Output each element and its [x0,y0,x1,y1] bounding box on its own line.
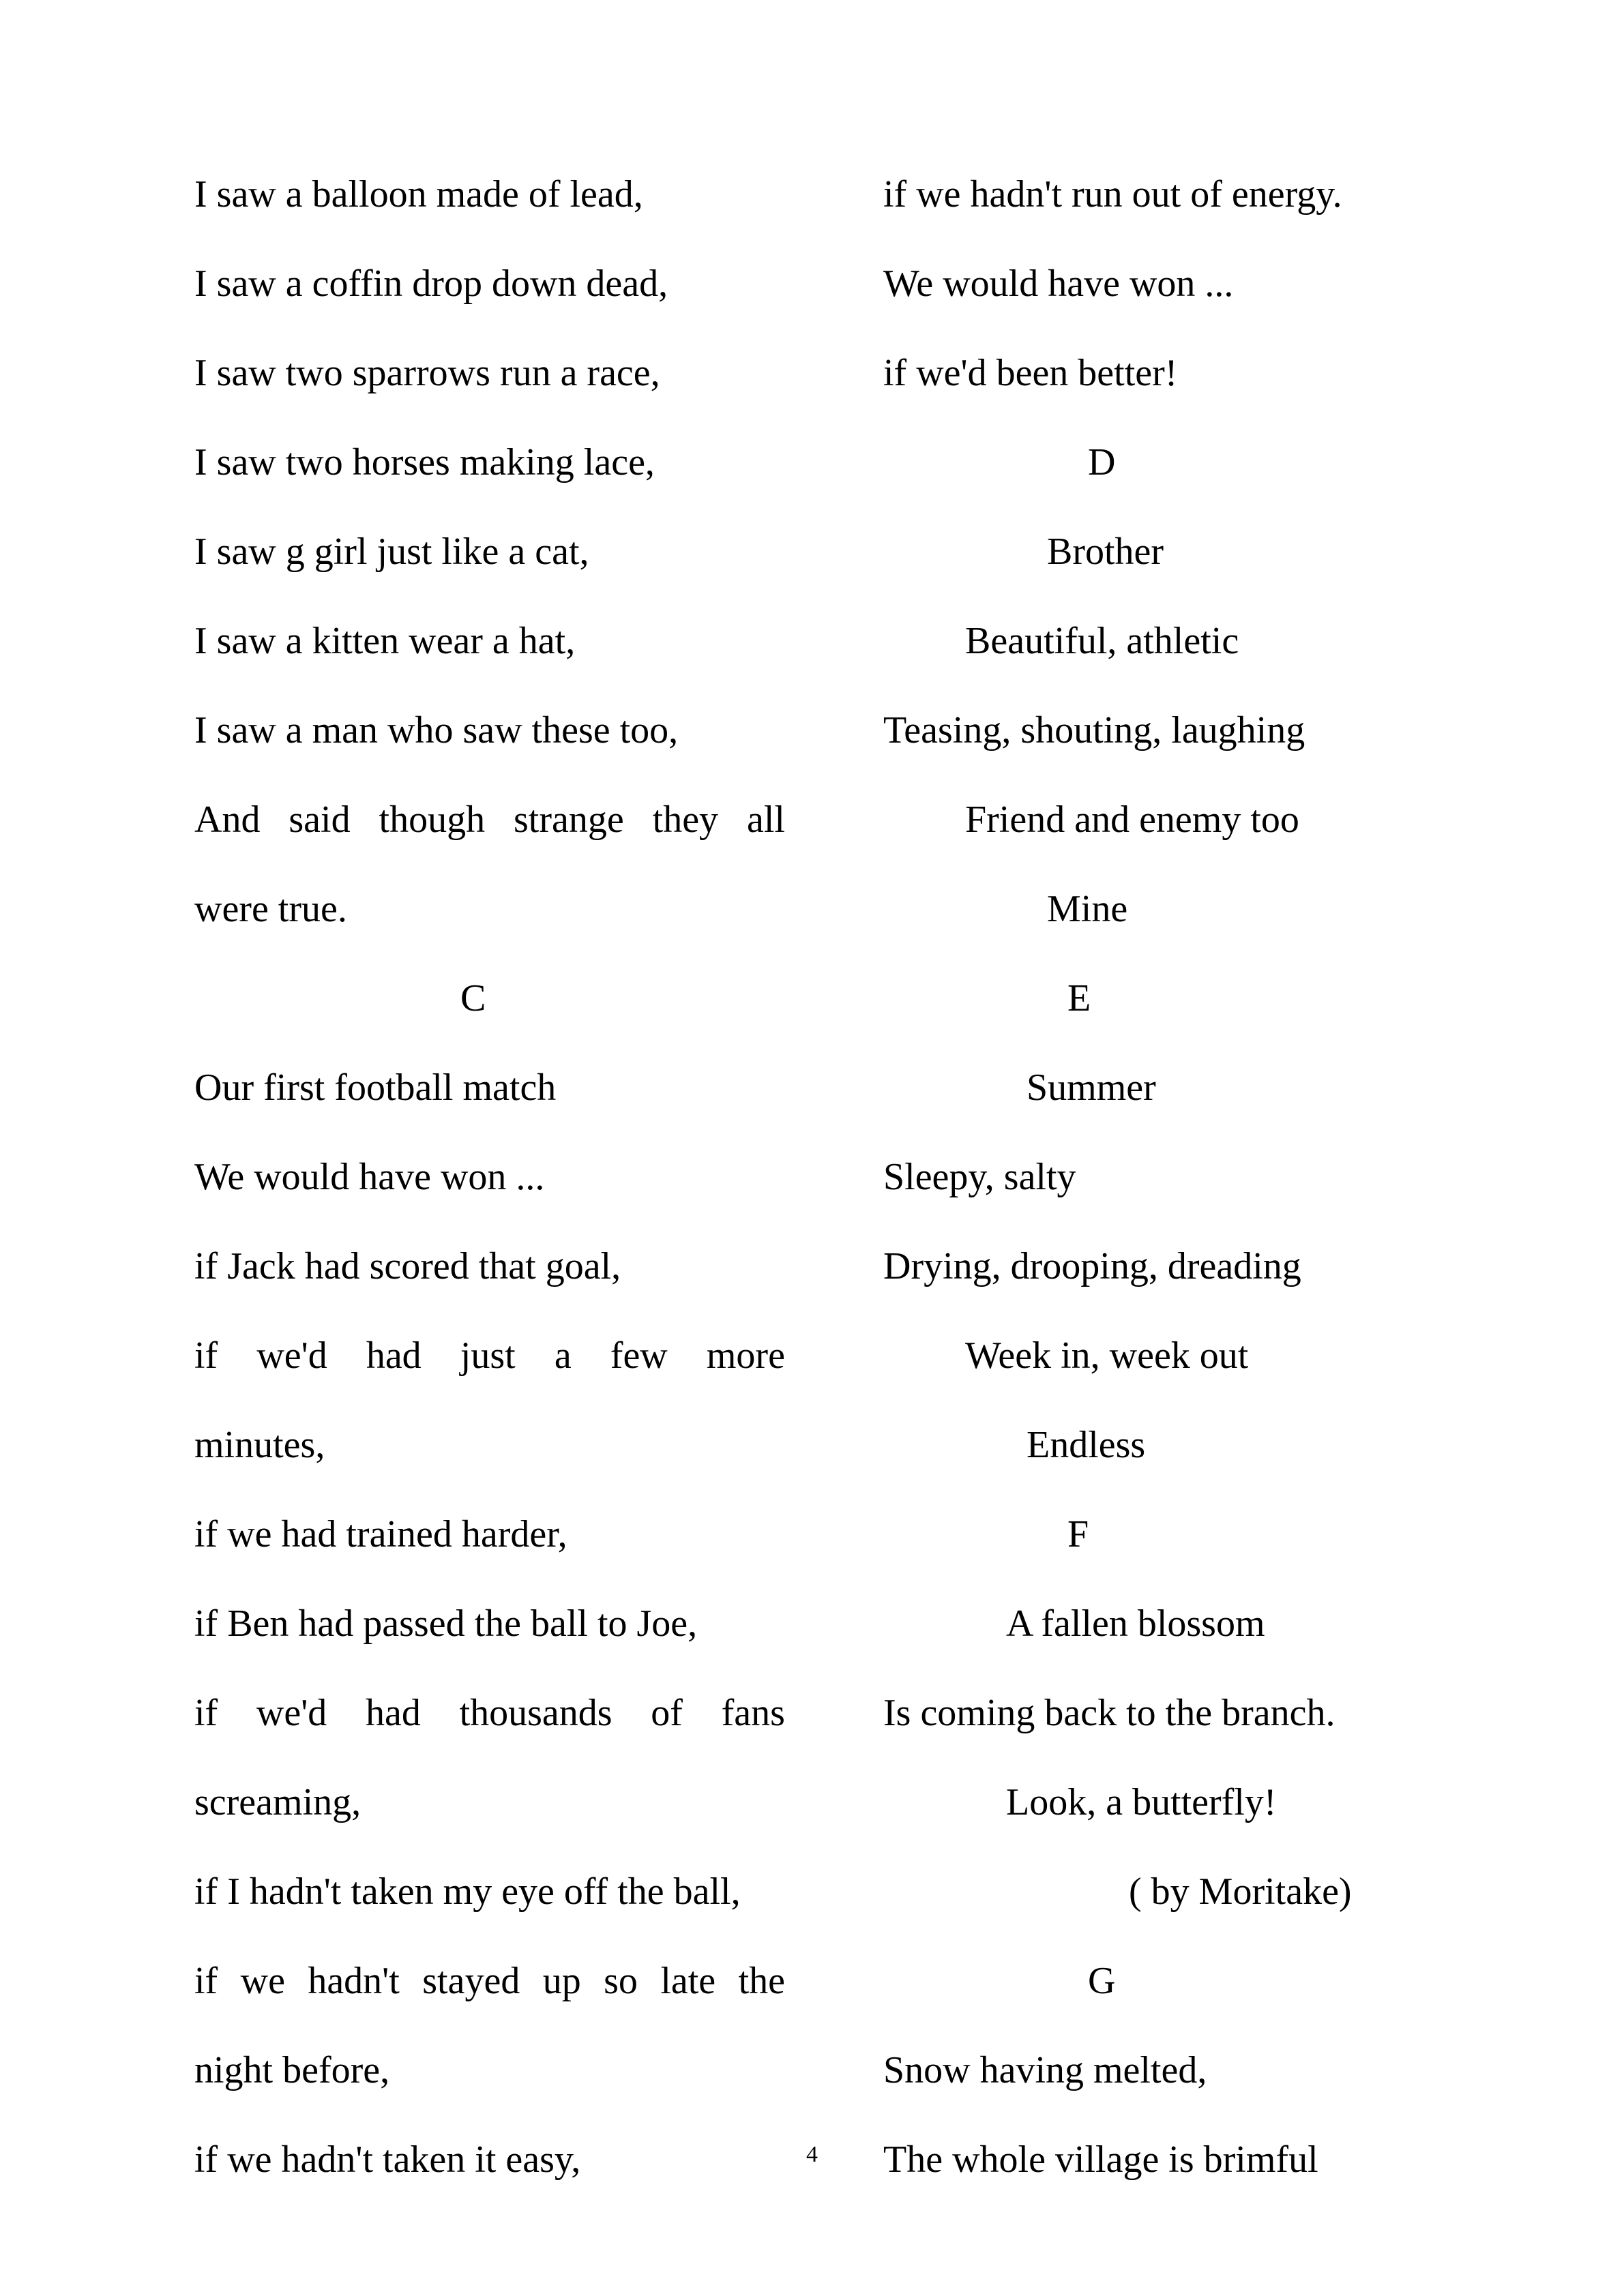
section-heading-f: F [1067,1513,1089,1555]
section-heading-g: G [1088,1960,1116,2002]
poem-line: Is coming back to the branch. [883,1692,1335,1734]
poem-line: Brother [1047,531,1164,573]
poem-line: Our first football match [194,1067,557,1109]
poem-line: I saw a balloon made of lead, [194,173,643,215]
poem-line: Friend and enemy too [965,799,1299,841]
poem-line: A fallen blossom [1006,1602,1265,1645]
poem-line: night before, [194,2049,390,2091]
poem-line: if we had trained harder, [194,1513,567,1555]
poem-line: I saw a man who saw these too, [194,709,679,751]
poem-line: Look, a butterfly! [1006,1781,1277,1823]
poem-line: if we hadn't run out of energy. [883,173,1342,215]
poem-line: We would have won ... [194,1156,545,1198]
poem-line: Summer [1027,1067,1156,1109]
poem-line: if we hadn't taken it easy, [194,2138,581,2181]
poem-attribution: ( by Moritake) [1129,1870,1352,1913]
poem-line-justified: if we'd had just a few more [194,1335,785,1377]
poem-line: if I hadn't taken my eye off the ball, [194,1870,741,1913]
poem-line: I saw two sparrows run a race, [194,352,660,394]
poem-line: if Jack had scored that goal, [194,1245,621,1287]
section-heading-c: C [460,977,486,1019]
poem-line: I saw a coffin drop down dead, [194,263,668,305]
poem-line: I saw g girl just like a cat, [194,531,589,573]
poem-line: Week in, week out [965,1335,1249,1377]
poem-line: Endless [1027,1424,1146,1466]
poem-line: I saw two horses making lace, [194,441,655,483]
poem-line: were true. [194,888,347,930]
poem-line: We would have won ... [883,263,1234,305]
poem-line-justified: if we'd had thousands of fans [194,1692,785,1734]
section-heading-e: E [1067,977,1091,1019]
poem-line: minutes, [194,1424,325,1466]
poem-line: Beautiful, athletic [965,620,1239,662]
poem-line-justified: And said though strange they all [194,799,785,841]
section-heading-d: D [1088,441,1116,483]
poem-line: I saw a kitten wear a hat, [194,620,576,662]
poem-line: if we'd been better! [883,352,1178,394]
poem-line: Sleepy, salty [883,1156,1076,1198]
poem-line: Teasing, shouting, laughing [883,709,1305,751]
poem-line: The whole village is brimful [883,2138,1318,2181]
poem-line: Mine [1047,888,1128,930]
poem-line: if Ben had passed the ball to Joe, [194,1602,698,1645]
poem-line: Drying, drooping, dreading [883,1245,1301,1287]
poem-line: Snow having melted, [883,2049,1207,2091]
poem-line: screaming, [194,1781,361,1823]
poem-line-justified: if we hadn't stayed up so late the [194,1960,785,2002]
page-number: 4 [806,2142,818,2167]
